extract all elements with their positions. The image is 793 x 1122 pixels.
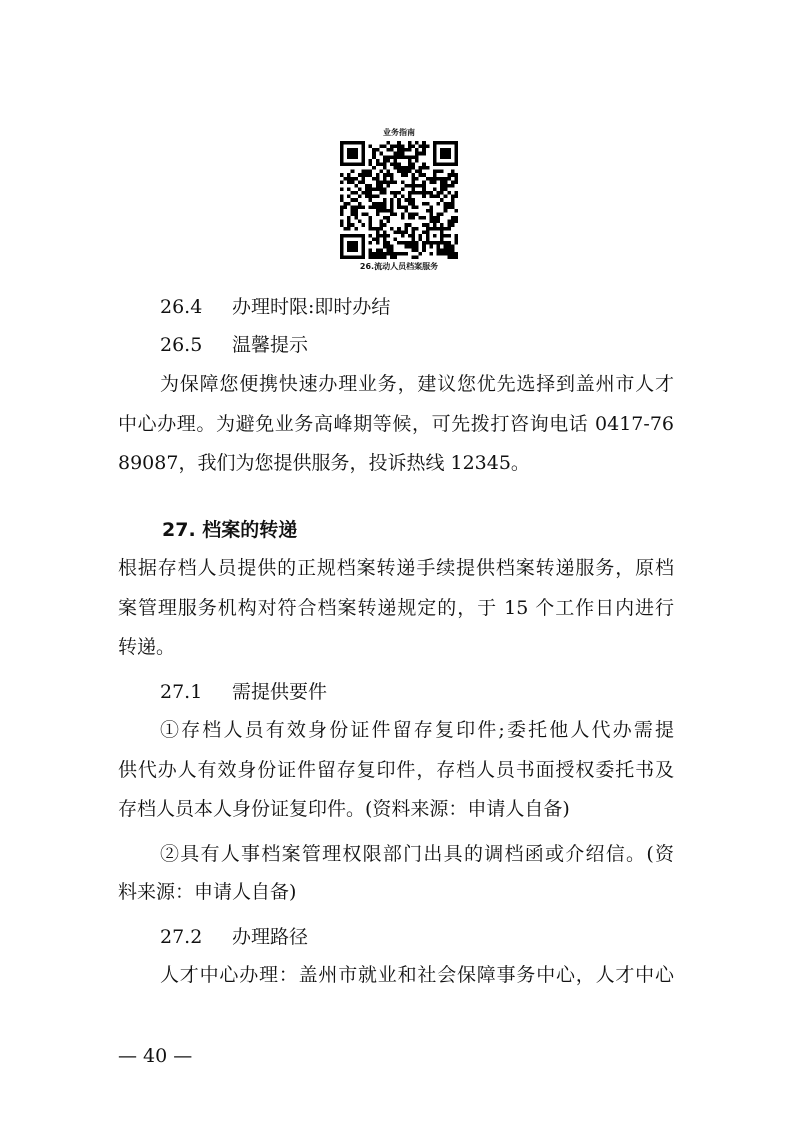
section-27-2-heading: 办理路径 (232, 926, 309, 948)
s27-line-3: 转递。 (118, 636, 176, 658)
section-27-1-heading: 需提供要件 (232, 681, 328, 703)
req-item-2-line-2: 料来源：申请人自备) (118, 881, 297, 903)
page-number: — 40 — (118, 1045, 193, 1067)
qr-block (336, 127, 462, 272)
req-item-1-line-3: 存档人员本人身份证复印件。(资料来源：申请人自备) (118, 798, 570, 820)
section-26-5-heading: 温馨提示 (232, 334, 309, 356)
section-26-4-text: 办理时限:即时办结 (232, 296, 391, 318)
tip-line-2: 中心办理。为避免业务高峰期等候，可先拨打咨询电话 0417-76 (118, 413, 674, 435)
section-27-1-number: 27.1 (160, 681, 203, 703)
section-26-4-number: 26.4 (160, 296, 203, 318)
req-item-1-line-2: 供代办人有效身份证件留存复印件，存档人员书面授权委托书及 (118, 759, 674, 781)
s27-line-1: 根据存档人员提供的正规档案转递手续提供档案转递服务，原档 (118, 557, 674, 579)
s27-line-2: 案管理服务机构对符合档案转递规定的，于 15 个工作日内进行 (118, 597, 674, 619)
section-26-5-number: 26.5 (160, 334, 203, 356)
path-line-1: 人才中心办理：盖州市就业和社会保障事务中心，人才中心 (160, 964, 674, 986)
qr-top-caption: 业务指南 (383, 128, 415, 137)
tip-line-1: 为保障您便携快速办理业务，建议您优先选择到盖州市人才 (160, 373, 674, 395)
qr-code-icon[interactable] (340, 141, 458, 259)
tip-line-3: 89087，我们为您提供服务，投诉热线 12345。 (118, 452, 530, 474)
req-item-2-line-1: ②具有人事档案管理权限部门出具的调档函或介绍信。(资 (160, 843, 674, 865)
req-item-1-line-1: ①存档人员有效身份证件留存复印件;委托他人代办需提 (160, 719, 674, 741)
qr-bottom-caption: 26.流动人员档案服务 (359, 262, 439, 271)
section-27-2-number: 27.2 (160, 926, 203, 948)
section-27-title: 27. 档案的转递 (162, 519, 298, 541)
